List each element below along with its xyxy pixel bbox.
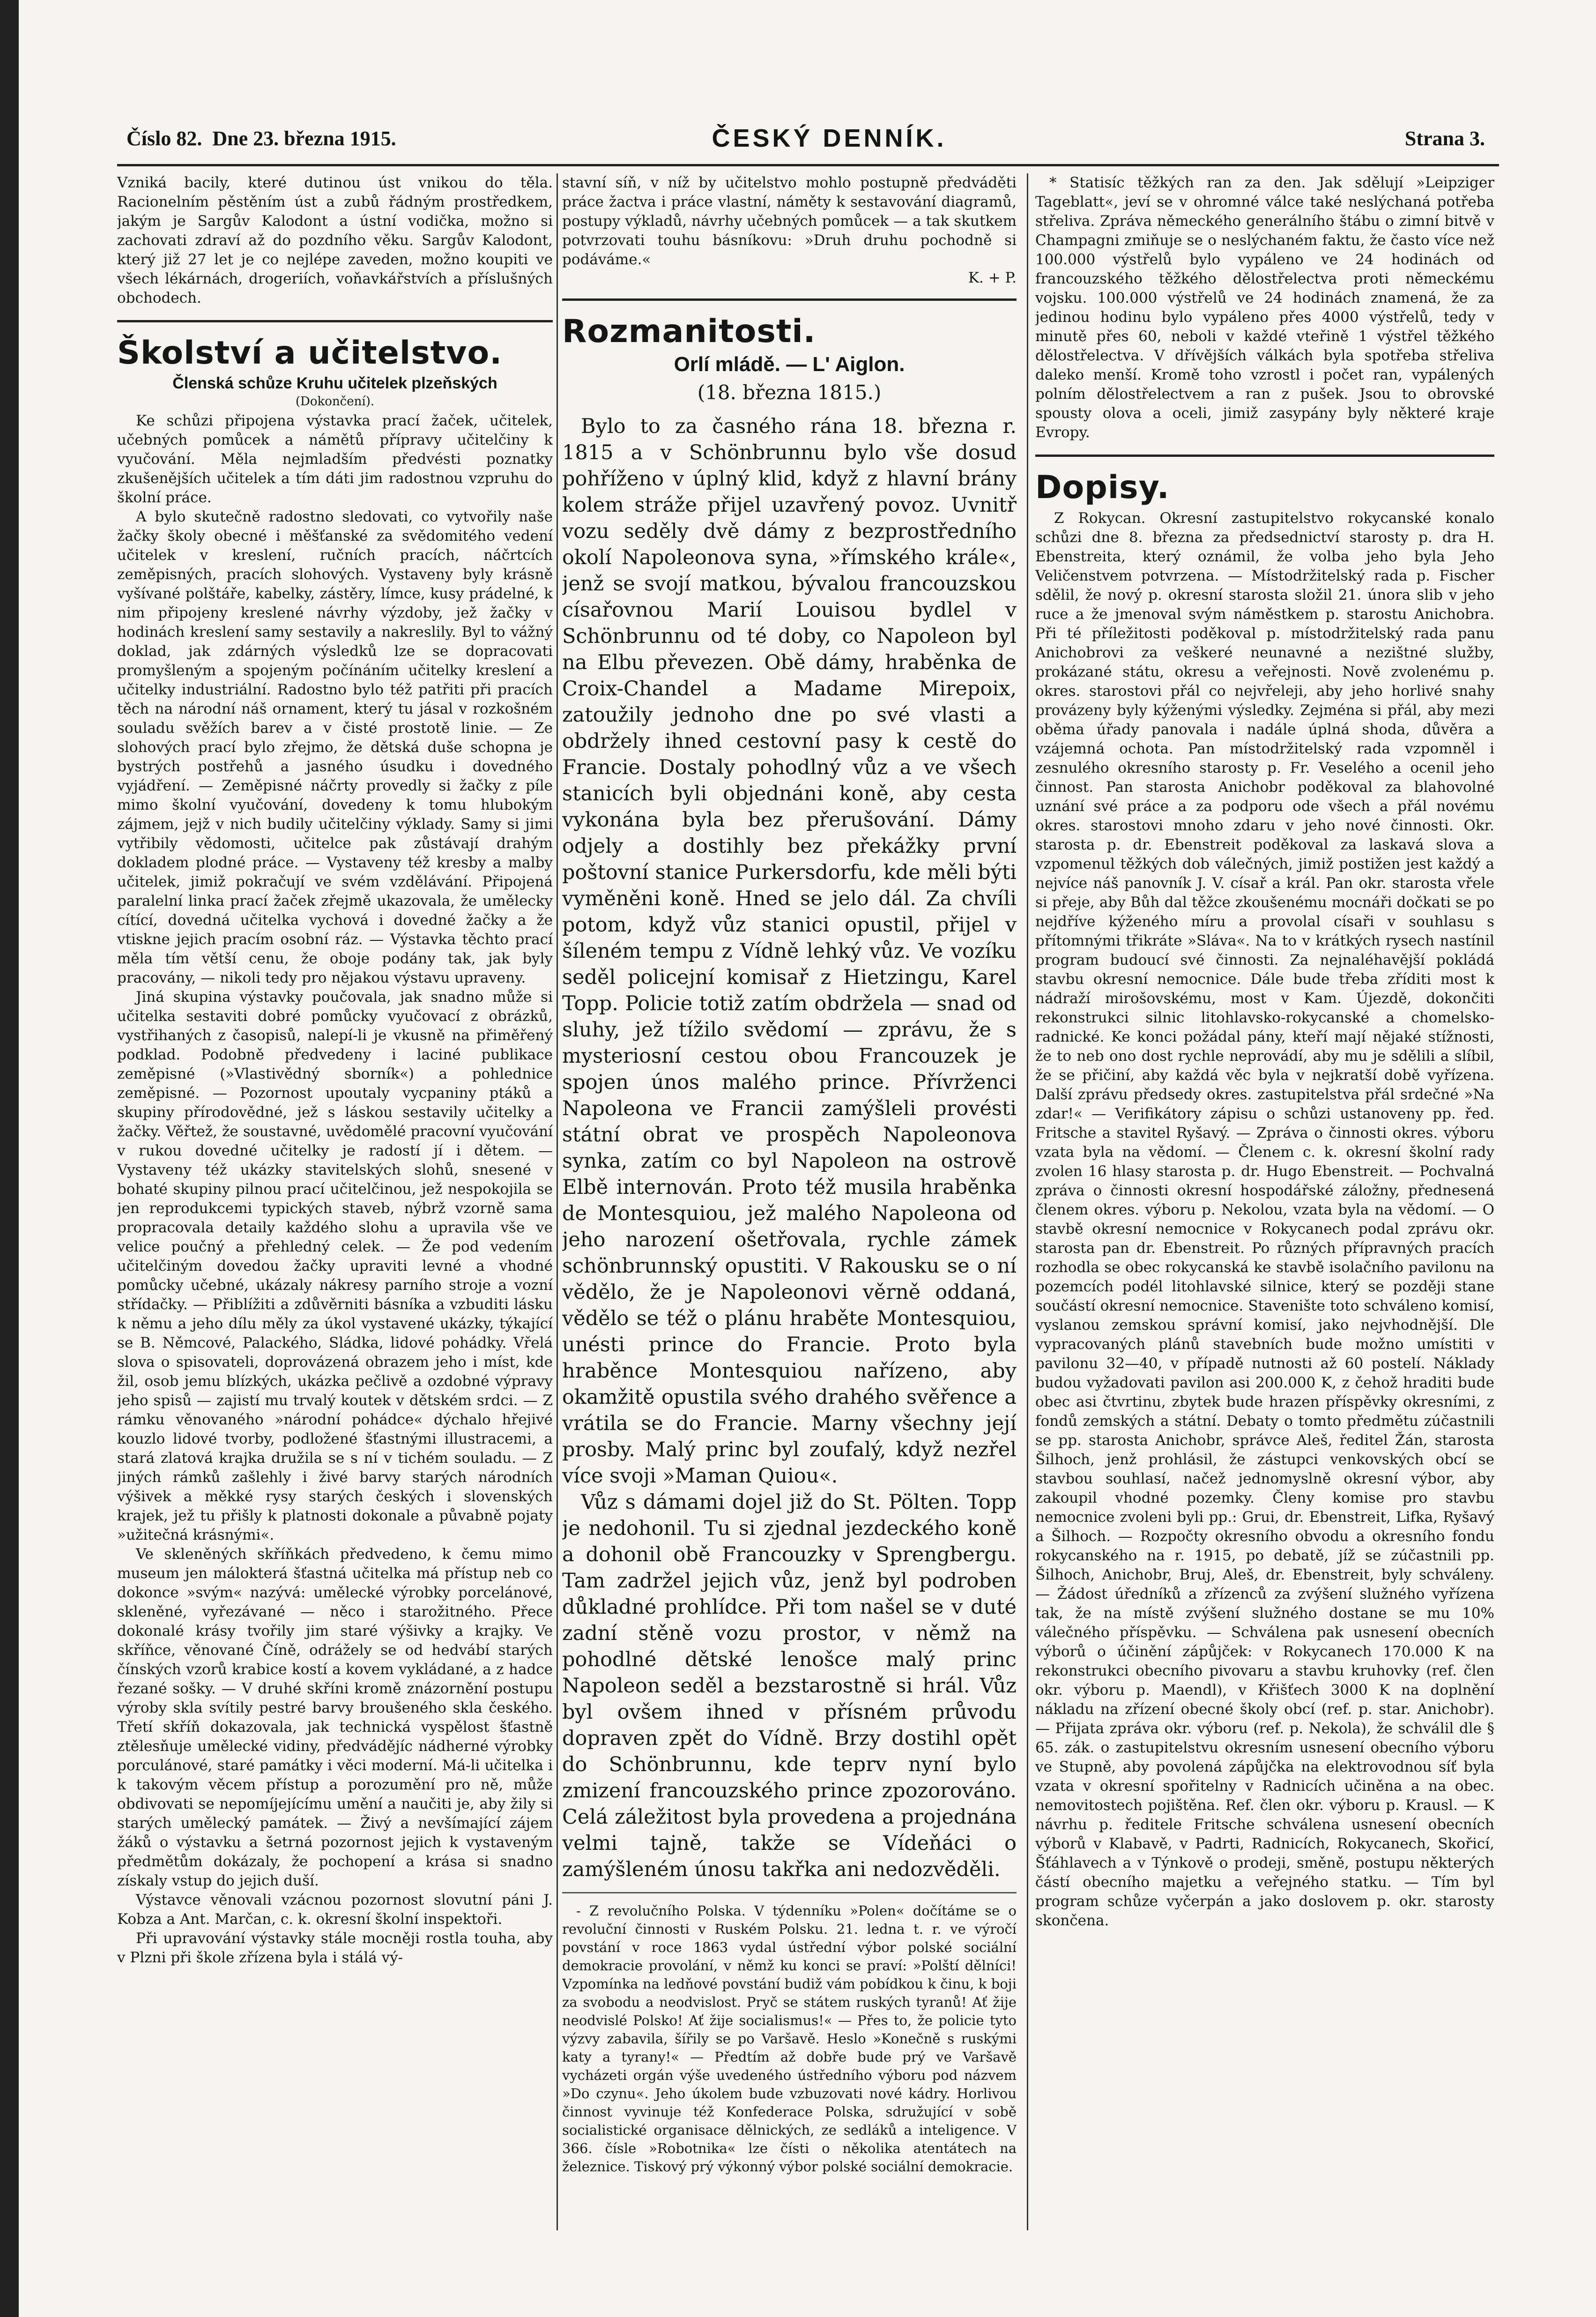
article-paragraph: Vůz s dámami dojel již do St. Pölten. Topp je nedohonil. Tu si zjednal jezdeckého koně a dohonil obě Francouzky v Sprengbergu. Tam zadržel jejich vůz, jenž byl podroben důkladné prohlídce. Při tom našel se v duté zadní stěně vozu prostor, v němž na pohodlné dětské lenošce malý princ Napoleon seděl a bezstarostně si hrál. Vůz byl ovšem ihned v přísném průvodu dopraven zpět do Vídně. Brzy dostihl opět do Schönbrunnu, kde teprv nyní bylo zmizení francouzského prince zpozorováno. Celá záležitost byla provedena a projednána velmi tajně, takže se Vídeňáci o zamýšleném únosu takřka ani nedozvěděli. [562,1490,1017,1881]
article-continuation: stavní síň, v níž by učitelstvo mohlo postupně předváděti práce žactva i práce vlastní, náměty k sestavování diagramů, postupy výkladů, návrhy učebných pomůcek — a tak skutkem potvrzovati touhu básníkovu: »Druh druhu pochodně si podáváme.« [562,174,1017,268]
article-paragraph: A bylo skutečně radostno sledovati, co vytvořily naše žačky školy obecné i měšťanské za svědomitého vedení učitelek v kreslení, ručních pracích, náčrtcích zeměpisných, pracích slohových. Vystaveny byly krásně vyšívané polštáře, kabelky, zástěry, límce, kusy prádelné, k nim připojeny kreslené návrhy výzdoby, jež žačky v hodinách kreslení samy sestavily a nakreslily. Byl to vážný doklad, jak zdárných výsledků lze se dopracovati promyšleným a spojeným počínáním učitelky kreslení a učitelky industriální. Radostno bylo též patřiti při pracích těch na národní náš ornament, který tu jásal v rozkošném souladu svěžích barev a v čisté prostotě linie. — Ze slohových prací bylo zřejmo, že dětská duše schopna je bystrých postřehů a jasného úsudku i dovedného vyjádření. — Zeměpisné náčrty provedly si žačky z píle mimo školní vyučování, dovedeny k tomu hlubokým zájmem, jejž v nich budily učitelčiny výklady. Samy si jimi vytřibily vědomosti, učitelce pak zůstávají drahým dokladem plodné práce. — Vystaveny též kresby a malby učitelek, jimiž pokračují ve svém vzdělávání. Připojená paralelní linka prací žaček zřejmě ukazovala, že umělecky cítící, dovedná učitelka vychová i dovedné žačky a že vtiskne jejich pracím osobní ráz. — Výstavka těchto prací měla tím větší cenu, že oboje podány tak, jak byly pracovány, — nikoli tedy pro nějakou výstavu upraveny. [117,508,553,986]
article-subhead: Orlí mládě. — L' Aiglon. [674,353,905,376]
section-rule [1035,454,1494,457]
article-signature: K. + P. [968,269,1017,286]
news-note: - Z revolučního Polska. V týdenníku »Polen« dočítáme se o revoluční činnosti v Ruském Polsku. 21. ledna t. r. ve výročí povstání v roce 1863 vydal ústřední výbor polské sociální demokracie provolání, v němž ku konci se praví: »Polští dělníci! Vzpomínka na ledňové povstání budiž vám pobídkou k činu, k boji za svobodu a neodvislost. Pryč se státem ruských tyranů! Ať žije neodvislé Polsko! Ať žije socialismus!« — Přes to, že policie tyto výzvy zabavila, šířily se po Varšavě. Heslo »Konečně s ruskými katy a tyrany!« — Předtím až dobře bude prý ve Varšavě vycházeti orgán výše uvedeného ústředního výboru pod názvem »Do czynu«. Jeho úkolem bude vzbuzovati nové kádry. Horlivou činnost vyvinuje též Konfederace Polska, sdružující v sobě socialistické organisace dělnických, ze sedláků a inteligence. V 366. čísle »Robotnika« lze čísti o několika atentátech na železnice. Tiskový prý výkonný výbor polské sociální demokracie. [562,1903,1017,2175]
article-paragraph: Bylo to za časného rána 18. března r. 1815 a v Schönbrunnu bylo vše dosud pohříženo v úplný klid, když z hlavní brány kolem stráže přijel uzavřený povoz. Uvnitř vozu seděly dvě dámy z bezprostředního okolí Napoleonova syna, »římského krále«, jenž se svojí matkou, bývalou francouzskou císařovnou Marií Louisou bydlel v Schönbrunnu od té doby, co Napoleon byl na Elbu převezen. Obě dámy, hraběnka de Croix-Chandel a Madame Mirepoix, zatoužily jednoho dne po své vlasti a obdržely ihned cestovní pasy k cestě do Francie. Dostaly pohodlný vůz a ve všech stanicích byli objednáni koně, aby cesta vykonána byla bez přerušování. Dámy odjely a dostihly bez překážky první poštovní stanice Purkersdorfu, kde měli býti vyměněni koně. Hned se jelo dál. Za chvíli potom, když vůz stanici opustil, přijel v šíleném tempu z Vídně lehký vůz. Ve vozíku seděl policejní komisař z Hietzingu, Karel Topp. Policie totiž zatím obdržela — snad od sluhy, jež tížilo svědomí — zprávu, že s mysteriosní cestou obou Francouzek je spojen únos malého prince. Přívrženci Napoleona ve Francii zamýšleli provésti státní obrat ve prospěch Napoleonova synka, zatím co byl Napoleon na ostrově Elbě internován. Proto též musila hraběnka de Montesquiou, jež malého Napoleona od jeho narození ošetřovala, rychle zámek schönbrunnský opustiti. V Rakousku se o ní vědělo, že je Napoleonovi věrně oddaná, vědělo se též o plánu hraběte Montesquiou, unésti prince do Francie. Proto byla hraběnce Montesquiou nařízeno, aby okamžitě opustila svého drahého svěřence a vrátila se do Francie. Marny všechny její prosby. Malý princ byl zoufalý, když nezřel více svoji »Maman Quiou«. [562,415,1017,1488]
article-paragraph: Jiná skupina výstavky poučovala, jak snadno může si učitelka sestaviti dobré pomůcky vyučovací z obrázků, vystřihaných z časopisů, nalepí-li je vkusně na přiměřený podklad. Podobně předvedeny i laciné publikace zeměpisné (»Vlastivědný sborník«) a pohlednice zeměpisné. — Pozornost upoutaly vycpaniny ptáků a skupiny přírodovědné, jež s láskou sestavily učitelky a žačky. Věřtež, že soustavné, uvědomělé pracovní vyučování v rukou dovedné učitelky je radostí jí i dětem. — Vystaveny též ukázky stavitelských slohů, snesené v bohaté skupiny pilnou prací učitelčinou, jež nespokojila se jen reprodukcemi typických staveb, nýbrž vzorně sama propracovala detaily každého slohu a upravila vše ve velice poučný a přehledný celek. — Že pod vedením učitelčiným dovedou žačky upraviti levné a vhodné pomůcky učebné, ukázaly nákresy parního stroje a vozní střídačky. — Přiblížiti a zdůvěrniti básníka a vzbuditi lásku k němu a jeho dílu měly za úkol vystavené ukázky, týkající se B. Němcové, Palackého, Sládka, lidové pohádky. Vřelá slova o spisovateli, doprovázená obrazem jeho i míst, kde žil, osob jemu blízkých, ukázka pečlivě a ozdobné výpravy jeho spisů — zajistí mu trvalý koutek v dětském srdci. — Z rámku věnovaného »národní pohádce« dýchalo hřejivé kouzlo lidové tvorby, podložené šťastnými illustracemi, a stará zlatová krajka družila se s ní v tichém souladu. — Z jiných rámků zašlehly i živé barvy starých národních výšivek a měkké rysy starých českých i slovenských krajek, jež tu přišly k platnosti dokonale a půvabně pojaty »užitečná krásnými«. [117,989,553,1543]
ad-paragraph: Vzniká bacily, které dutinou úst vnikou do těla. Racionelním pěstěním úst a zubů řádným prostředkem, jakým je Sargův Kalodont a ústní vodička, možno si zachovati zdraví až do pozdního věku. Sargův Kalodont, který již 27 let je co nejlépe zaveden, možno koupiti ve všech lékárnách, drogeriích, voňavkářstvích a příslušných obchodech. [117,174,553,306]
article-paragraph: Ke schůzi připojena výstavka prací žaček, učitelek, učebných pomůcek a námětů přípravy učitelčiny k vyučování. Měla nejmladším předvésti poznatky zkušenějších učitelek a tím dáti jim radostnou vzpruhu do školní práce. [117,412,553,506]
article-rule [562,1892,1017,1893]
column-2 [562,173,1017,2233]
scan-edge [0,0,19,2317]
section-title: Rozmanitosti. [562,313,816,350]
header-rule [117,164,1499,166]
section-title: Školství a učitelstvo. [117,335,503,372]
article-subhead: Členská schůze Kruhu učitelek plzeňských [172,374,497,392]
article-paragraph: Z Rokycan. Okresní zastupitelstvo rokycanské konalo schůzi dne 8. března za předsednictví starosty p. dra H. Ebenstreita, který oznámil, že volba jeho byla Jeho Veličenstvem potvrzena. — Místodržitelský rada p. Fischer sdělil, že nový p. okresní starosta složil 21. února slib v jeho ruce a že jmenoval svým náměstkem p. starostu Anichobra. Při té příležitosti poděkoval p. místodržitelský rada panu Anichobrovi za veškeré neunavné a nezištné služby, prokázané státu, okresu a veřejnosti. Nově zvolenému p. okres. starostovi přál co nejvřeleji, aby jeho horlivé snahy provázeny byly kýženými výsledky. Zejména si přál, aby mezi oběma úřady panovala i nadále úplná shoda, důvěra a vzájemná ochota. Pan místodržitelský rada vzpomněl i zesnulého okresního starosty p. Fr. Veselého a ocenil jeho činnost. Pan starosta Anichobr poděkoval za blahovolné uznání své práce a za podporu ode všech a přál novému okres. starostovi mnoho zdaru v jeho nové činnosti. Okr. starosta p. dr. Ebenstreit poděkoval za laskavá slova a vzpomenul těžkých dob válečných, jimiž postižen jest každý a nejvíce náš panovník J. V. císař a král. Pan okr. starosta vřele si přeje, aby Bůh dal těžce zkoušenému mocnáři dočkati se po nejdříve kýženého míru a provolal císaři v souhlasu s přítomnými třikráte »Sláva«. Na to v krátkých rysech nastínil program budoucí své činnosti. Za nejnaléhavější pokládá stavbu okresní nemocnice. Dále bude třeba zříditi most k nádraží mirošovskému, most v Kam. Újezdě, dokončiti rekonstrukci silnic litohlavsko-rokycanské a chomelsko-radnické. Ke konci požádal pány, kteří mají nějaké stížnosti, že to neb ono dost rychle neprovádí, aby mu je sdělili a slíbil, že se přičiní, aby každá věc byla v nejkratší době vyřízena. Další zprávu předsedy okres. zastupitelstva přál srdečné »Na zdar!« — Verifikátory zápisu o schůzi ustanoveny pp. řed. Fritsche a stavitel Ryšavý. — Zpráva o činnosti okres. výboru vzata byla na vědomí. — Členem c. k. okresní školní rady zvolen 16 hlasy starosta p. dr. Hugo Ebenstreit. — Pochvalná zpráva o činnosti okresní hospodářské záložny, přednesená členem okres. výboru p. Nekolou, vzata byla na vědomí. — O stavbě okresní nemocnice v Rokycanech podal zprávu okr. starosta pan dr. Ebenstreit. Po různých přípravných pracích rozhodla se obec rokycanská ke stavbě isolačního pavilonu na pozemcích podél litohlavské silnice, který se později stane součástí okresní nemocnice. Stavenište toto schváleno komisí, vyslanou zemskou správní komisí, jako nejvhodnější. Dle vypracovaných plánů stavebních bude možno umístiti v pavilonu 32—40, v případě nutnosti až 60 postelí. Náklady budou vyžadovati pavilon asi 200.000 K, z čehož hraditi bude obec asi čtvrtinu, zbytek bude hrazen příspěvky okresními, z fondů zemských a státní. Debaty o tomto předmětu zúčastnili se pp. starosta Anichobr, správce Aleš, ředitel Žán, starosta Šilhoch, jenž prohlásil, že zástupci venkovských obcí se stavbou souhlasí, načež jednomyslně okresní výbor, aby zakoupil vhodné pozemky. Členy komise pro stavbu nemocnice zvoleni byli pp.: Grui, dr. Ebenstreit, Lifka, Ryšavý a Šilhoch. — Rozpočty okresního obvodu a okresního fondu rokycanského na r. 1915, po debatě, jíž se zúčastnili pp. Šilhoch, Anichobr, Bruj, Aleš, dr. Ebenstreit, byly schváleny. — Žádost úředníků a zřízenců za zvýšení služného vyřízena tak, že na místě zvýšení služného dostane se mu 10% válečného příspěvku. — Schválena pak usnesení obecních výborů o účinění zápůjček: v Rokycanech 170.000 K na rekonstrukci obecního pivovaru a stavbu kruhovky (ref. člen okr. výboru p. Maendl), v Křišťech 3000 K na doplnění nákladu na zřízení obecné školy obcí (ref. p. star. Anichobr). — Přijata zpráva okr. výboru (ref. p. Nekola), že schválil dle § 65. zák. o zastupitelstvu okresním usnesení obecního výboru ve Stupně, aby povolená zápůjčka na elektrovodnou síť byla vzata v okresní spořitelny v Radnicích učiněna a na obec. nemovitostech pojištěna. Ref. člen okr. výboru p. Krausl. — K návrhu p. ředitele Fritsche schválena usnesení obecních výborů v Klabavě, v Padrti, Radnicích, Rokycanech, Skořicí, Šťáhlavech a v Týnkově o prodeji, směně, postupu některých částí obecního majetku a veřejného statku. — Tím byl program schůze vyčerpán a jako doslovem p. okr. starosty skončena. [1035,510,1494,1929]
article-paragraph: Výstavce věnovali vzácnou pozornost slovutní páni J. Kobza a Ant. Marčan, c. k. okresní školní inspektoři. [117,1892,553,1928]
column-divider [1027,173,1028,2230]
news-note: * Statisíc těžkých ran za den. Jak sdělují »Leipziger Tageblatt«, jeví se v ohromné válce také neslýchaná potřeba střeliva. Zpráva německého generálního štábu o zimní bitvě v Champagni zmiňuje se o neslýchaném faktu, že často více než 100.000 výstřelů bylo vypáleno ve 24 hodinách od francouzského těžkého dělostřelectva proti německému vojsku. 100.000 výstřelů ve 24 hodinách znamená, že za jedinou hodinu bylo vypáleno přes 4000 výstřelů, tedy v minutě přes 60, neboli v každé vteřině 1 výstřel těžkého dělostřelectva. V dřívějších válkách byla spotřeba střeliva daleko menší. Kromě toho vzrostl i počet ran, vypálených polním dělostřelectvem a ran z pušek. Jsou to obrovské spousty olova a oceli, jimiž zasypány byly některé kraje Evropy. [1035,174,1494,441]
section-rule [562,298,1017,301]
section-rule [117,320,553,322]
article-paragraph: Při upravování výstavky stále mocněji rostla touha, aby v Plzni při škole zřízena byla i stálá vý- [117,1930,553,1966]
column-1 [117,173,553,2233]
section-title: Dopisy. [1035,469,1170,506]
article-subhead-note: (Dokončení). [295,395,375,409]
article-paragraph: Ve skleněných skříňkách předvedeno, k čemu mimo museum jen málokterá šťastná učitelka má přístup neb co dokonce »svým« nazývá: umělecké výrobky porcelánové, skleněné, vyřezávané — něco i starožitného. Přece dokonalé krásy tvořily jim staré výšivky a krajky. Ve skříňce, věnované Číně, odrážely se od hedvábí starých čínských vzorů krabice kostí a kovem vykládané, a z hadce řezané sošky. — V druhé skříni kromě znázornění postupu výroby skla svítily pestré barvy broušeného skla českého. Třetí skříň dokazovala, jak technická vyspělost šťastně ztělesňuje umělecké vidiny, předvádějíc nádherné výrobky porculánové, staré památky i věci moderní. Má-li učitelka i k takovým věcem přístup a porozumění pro ně, může obdivovati se nepomíjejícímu umění a naučiti je, aby žily si starých umělecký památek. — Živý a nevšímající zájem žáků o výstavku a šetrná pozornost jejich k vystaveným předmětům dokázaly, že pochopení a krása si snadno získaly vstup do jejich duší. [117,1546,553,1889]
column-3 [1035,173,1494,2233]
page-number: Strana 3. [1404,127,1485,150]
article-date: (18. března 1815.) [697,381,882,404]
masthead-title: ČESKÝ DENNÍK. [712,124,947,152]
issue-and-date: Číslo 82. Dne 23. března 1915. [126,127,396,150]
column-divider [557,173,558,2230]
page-header [126,124,1485,159]
